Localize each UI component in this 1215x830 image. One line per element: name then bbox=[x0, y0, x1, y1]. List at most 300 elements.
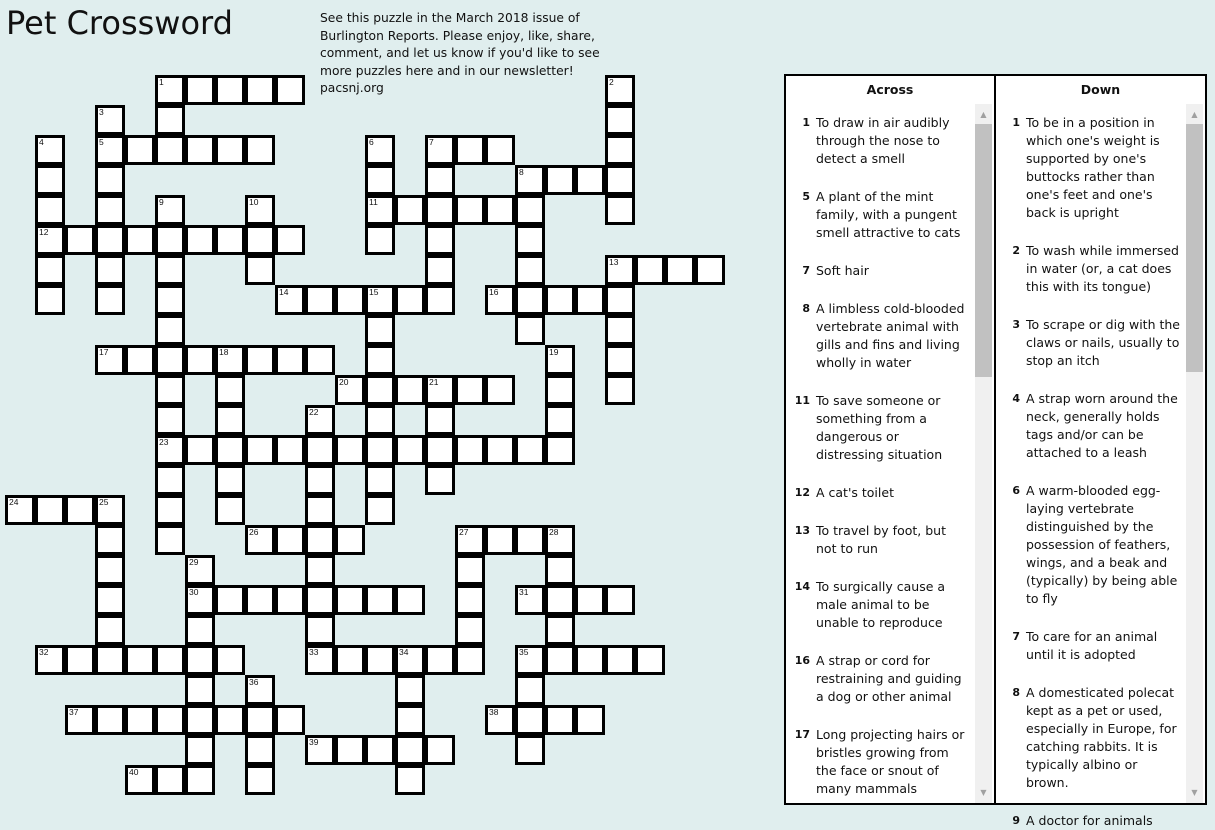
grid-cell[interactable] bbox=[395, 735, 425, 765]
grid-cell[interactable] bbox=[155, 375, 185, 405]
grid-cell[interactable] bbox=[545, 555, 575, 585]
letter-input[interactable] bbox=[188, 768, 212, 792]
letter-input[interactable] bbox=[518, 708, 542, 732]
letter-input[interactable] bbox=[158, 528, 182, 552]
letter-input[interactable] bbox=[248, 588, 272, 612]
grid-cell[interactable] bbox=[95, 255, 125, 285]
letter-input[interactable] bbox=[518, 258, 542, 282]
grid-cell[interactable] bbox=[35, 255, 65, 285]
grid-cell[interactable] bbox=[215, 375, 245, 405]
letter-input[interactable] bbox=[188, 678, 212, 702]
grid-cell[interactable] bbox=[35, 495, 65, 525]
letter-input[interactable] bbox=[488, 438, 512, 462]
letter-input[interactable] bbox=[398, 678, 422, 702]
letter-input[interactable] bbox=[248, 528, 272, 552]
grid-cell[interactable] bbox=[605, 165, 635, 195]
grid-cell[interactable] bbox=[365, 375, 395, 405]
letter-input[interactable] bbox=[218, 348, 242, 372]
clue-down-4[interactable] bbox=[996, 390, 1185, 462]
letter-input[interactable] bbox=[98, 588, 122, 612]
grid-cell[interactable] bbox=[245, 735, 275, 765]
letter-input[interactable] bbox=[188, 738, 212, 762]
letter-input[interactable] bbox=[98, 498, 122, 522]
letter-input[interactable] bbox=[398, 648, 422, 672]
letter-input[interactable] bbox=[458, 138, 482, 162]
grid-cell[interactable] bbox=[215, 75, 245, 105]
letter-input[interactable] bbox=[368, 168, 392, 192]
letter-input[interactable] bbox=[368, 408, 392, 432]
clue-down-2[interactable] bbox=[996, 242, 1185, 296]
grid-cell[interactable] bbox=[365, 195, 395, 225]
grid-cell[interactable] bbox=[365, 225, 395, 255]
letter-input[interactable] bbox=[428, 648, 452, 672]
letter-input[interactable] bbox=[548, 288, 572, 312]
letter-input[interactable] bbox=[98, 528, 122, 552]
grid-cell[interactable] bbox=[395, 645, 425, 675]
grid-cell[interactable] bbox=[95, 585, 125, 615]
grid-cell[interactable] bbox=[185, 705, 215, 735]
letter-input[interactable] bbox=[38, 228, 62, 252]
letter-input[interactable] bbox=[608, 318, 632, 342]
grid-cell[interactable] bbox=[365, 435, 395, 465]
letter-input[interactable] bbox=[368, 348, 392, 372]
across-scrollbar[interactable] bbox=[975, 104, 992, 803]
clue-down-9[interactable] bbox=[996, 812, 1185, 830]
letter-input[interactable] bbox=[428, 198, 452, 222]
letter-input[interactable] bbox=[218, 468, 242, 492]
letter-input[interactable] bbox=[188, 708, 212, 732]
letter-input[interactable] bbox=[188, 228, 212, 252]
grid-cell[interactable] bbox=[365, 645, 395, 675]
letter-input[interactable] bbox=[158, 378, 182, 402]
grid-cell[interactable] bbox=[395, 705, 425, 735]
grid-cell[interactable] bbox=[395, 195, 425, 225]
scroll-thumb[interactable] bbox=[975, 124, 992, 377]
grid-cell[interactable] bbox=[485, 195, 515, 225]
letter-input[interactable] bbox=[608, 168, 632, 192]
grid-cell[interactable] bbox=[425, 465, 455, 495]
clue-across-16[interactable] bbox=[786, 652, 974, 706]
letter-input[interactable] bbox=[188, 348, 212, 372]
grid-cell[interactable] bbox=[515, 645, 545, 675]
letter-input[interactable] bbox=[368, 318, 392, 342]
letter-input[interactable] bbox=[338, 378, 362, 402]
grid-cell[interactable] bbox=[215, 645, 245, 675]
grid-cell[interactable] bbox=[155, 255, 185, 285]
letter-input[interactable] bbox=[38, 198, 62, 222]
letter-input[interactable] bbox=[218, 78, 242, 102]
grid-cell[interactable] bbox=[275, 75, 305, 105]
letter-input[interactable] bbox=[458, 588, 482, 612]
grid-cell[interactable] bbox=[365, 345, 395, 375]
letter-input[interactable] bbox=[398, 588, 422, 612]
letter-input[interactable] bbox=[578, 288, 602, 312]
grid-cell[interactable] bbox=[545, 165, 575, 195]
letter-input[interactable] bbox=[248, 228, 272, 252]
letter-input[interactable] bbox=[518, 228, 542, 252]
letter-input[interactable] bbox=[188, 138, 212, 162]
grid-cell[interactable] bbox=[245, 675, 275, 705]
letter-input[interactable] bbox=[158, 348, 182, 372]
letter-input[interactable] bbox=[458, 378, 482, 402]
grid-cell[interactable] bbox=[605, 645, 635, 675]
letter-input[interactable] bbox=[338, 438, 362, 462]
grid-cell[interactable] bbox=[455, 375, 485, 405]
letter-input[interactable] bbox=[98, 348, 122, 372]
letter-input[interactable] bbox=[428, 168, 452, 192]
letter-input[interactable] bbox=[428, 738, 452, 762]
letter-input[interactable] bbox=[638, 258, 662, 282]
grid-cell[interactable] bbox=[545, 615, 575, 645]
grid-cell[interactable] bbox=[335, 435, 365, 465]
grid-cell[interactable] bbox=[5, 495, 35, 525]
grid-cell[interactable] bbox=[155, 285, 185, 315]
grid-cell[interactable] bbox=[305, 495, 335, 525]
letter-input[interactable] bbox=[218, 138, 242, 162]
letter-input[interactable] bbox=[308, 468, 332, 492]
grid-cell[interactable] bbox=[425, 165, 455, 195]
clue-down-1[interactable] bbox=[996, 114, 1185, 222]
grid-cell[interactable] bbox=[515, 255, 545, 285]
letter-input[interactable] bbox=[518, 528, 542, 552]
grid-cell[interactable] bbox=[155, 135, 185, 165]
grid-cell[interactable] bbox=[185, 645, 215, 675]
grid-cell[interactable] bbox=[275, 345, 305, 375]
letter-input[interactable] bbox=[158, 708, 182, 732]
grid-cell[interactable] bbox=[305, 405, 335, 435]
grid-cell[interactable] bbox=[305, 615, 335, 645]
grid-cell[interactable] bbox=[365, 315, 395, 345]
grid-cell[interactable] bbox=[515, 585, 545, 615]
letter-input[interactable] bbox=[608, 108, 632, 132]
letter-input[interactable] bbox=[368, 468, 392, 492]
grid-cell[interactable] bbox=[455, 195, 485, 225]
letter-input[interactable] bbox=[428, 258, 452, 282]
letter-input[interactable] bbox=[548, 528, 572, 552]
grid-cell[interactable] bbox=[35, 195, 65, 225]
clue-across-17[interactable] bbox=[786, 726, 974, 798]
letter-input[interactable] bbox=[248, 738, 272, 762]
grid-cell[interactable] bbox=[455, 525, 485, 555]
grid-cell[interactable] bbox=[215, 495, 245, 525]
grid-cell[interactable] bbox=[545, 525, 575, 555]
letter-input[interactable] bbox=[68, 648, 92, 672]
letter-input[interactable] bbox=[608, 588, 632, 612]
grid-cell[interactable] bbox=[335, 645, 365, 675]
letter-input[interactable] bbox=[398, 288, 422, 312]
letter-input[interactable] bbox=[488, 138, 512, 162]
letter-input[interactable] bbox=[488, 378, 512, 402]
letter-input[interactable] bbox=[98, 228, 122, 252]
letter-input[interactable] bbox=[68, 228, 92, 252]
grid-cell[interactable] bbox=[305, 735, 335, 765]
grid-cell[interactable] bbox=[455, 555, 485, 585]
grid-cell[interactable] bbox=[425, 285, 455, 315]
grid-cell[interactable] bbox=[95, 225, 125, 255]
grid-cell[interactable] bbox=[245, 765, 275, 795]
grid-cell[interactable] bbox=[275, 285, 305, 315]
grid-cell[interactable] bbox=[665, 255, 695, 285]
grid-cell[interactable] bbox=[605, 345, 635, 375]
grid-cell[interactable] bbox=[545, 405, 575, 435]
grid-cell[interactable] bbox=[245, 255, 275, 285]
grid-cell[interactable] bbox=[575, 705, 605, 735]
letter-input[interactable] bbox=[158, 288, 182, 312]
grid-cell[interactable] bbox=[95, 345, 125, 375]
grid-cell[interactable] bbox=[425, 405, 455, 435]
grid-cell[interactable] bbox=[215, 135, 245, 165]
letter-input[interactable] bbox=[578, 168, 602, 192]
letter-input[interactable] bbox=[158, 108, 182, 132]
grid-cell[interactable] bbox=[365, 735, 395, 765]
letter-input[interactable] bbox=[368, 498, 392, 522]
grid-cell[interactable] bbox=[95, 135, 125, 165]
grid-cell[interactable] bbox=[635, 255, 665, 285]
grid-cell[interactable] bbox=[185, 765, 215, 795]
grid-cell[interactable] bbox=[155, 225, 185, 255]
letter-input[interactable] bbox=[278, 228, 302, 252]
letter-input[interactable] bbox=[248, 438, 272, 462]
grid-cell[interactable] bbox=[515, 435, 545, 465]
scroll-thumb[interactable] bbox=[1186, 124, 1203, 372]
grid-cell[interactable] bbox=[605, 255, 635, 285]
letter-input[interactable] bbox=[458, 558, 482, 582]
grid-cell[interactable] bbox=[155, 405, 185, 435]
letter-input[interactable] bbox=[428, 408, 452, 432]
letter-input[interactable] bbox=[218, 438, 242, 462]
letter-input[interactable] bbox=[488, 708, 512, 732]
letter-input[interactable] bbox=[548, 348, 572, 372]
letter-input[interactable] bbox=[218, 588, 242, 612]
grid-cell[interactable] bbox=[245, 195, 275, 225]
letter-input[interactable] bbox=[458, 438, 482, 462]
grid-cell[interactable] bbox=[245, 525, 275, 555]
grid-cell[interactable] bbox=[425, 225, 455, 255]
letter-input[interactable] bbox=[38, 498, 62, 522]
letter-input[interactable] bbox=[278, 348, 302, 372]
letter-input[interactable] bbox=[248, 258, 272, 282]
letter-input[interactable] bbox=[398, 768, 422, 792]
grid-cell[interactable] bbox=[185, 345, 215, 375]
letter-input[interactable] bbox=[488, 288, 512, 312]
grid-cell[interactable] bbox=[575, 165, 605, 195]
grid-cell[interactable] bbox=[95, 195, 125, 225]
grid-cell[interactable] bbox=[185, 615, 215, 645]
letter-input[interactable] bbox=[128, 138, 152, 162]
letter-input[interactable] bbox=[368, 198, 392, 222]
letter-input[interactable] bbox=[308, 558, 332, 582]
letter-input[interactable] bbox=[188, 618, 212, 642]
grid-cell[interactable] bbox=[215, 225, 245, 255]
grid-cell[interactable] bbox=[545, 345, 575, 375]
letter-input[interactable] bbox=[548, 378, 572, 402]
grid-cell[interactable] bbox=[245, 225, 275, 255]
letter-input[interactable] bbox=[308, 408, 332, 432]
letter-input[interactable] bbox=[398, 198, 422, 222]
letter-input[interactable] bbox=[68, 498, 92, 522]
letter-input[interactable] bbox=[548, 168, 572, 192]
grid-cell[interactable] bbox=[485, 525, 515, 555]
letter-input[interactable] bbox=[488, 198, 512, 222]
grid-cell[interactable] bbox=[515, 285, 545, 315]
grid-cell[interactable] bbox=[95, 105, 125, 135]
grid-cell[interactable] bbox=[425, 135, 455, 165]
grid-cell[interactable] bbox=[545, 285, 575, 315]
letter-input[interactable] bbox=[188, 78, 212, 102]
grid-cell[interactable] bbox=[305, 555, 335, 585]
letter-input[interactable] bbox=[158, 648, 182, 672]
letter-input[interactable] bbox=[218, 708, 242, 732]
grid-cell[interactable] bbox=[425, 645, 455, 675]
letter-input[interactable] bbox=[158, 408, 182, 432]
letter-input[interactable] bbox=[458, 648, 482, 672]
letter-input[interactable] bbox=[278, 438, 302, 462]
grid-cell[interactable] bbox=[125, 705, 155, 735]
grid-cell[interactable] bbox=[65, 705, 95, 735]
grid-cell[interactable] bbox=[515, 525, 545, 555]
grid-cell[interactable] bbox=[455, 585, 485, 615]
grid-cell[interactable] bbox=[95, 495, 125, 525]
grid-cell[interactable] bbox=[305, 345, 335, 375]
clue-across-14[interactable] bbox=[786, 578, 974, 632]
letter-input[interactable] bbox=[608, 198, 632, 222]
grid-cell[interactable] bbox=[335, 525, 365, 555]
letter-input[interactable] bbox=[218, 648, 242, 672]
letter-input[interactable] bbox=[308, 588, 332, 612]
letter-input[interactable] bbox=[278, 588, 302, 612]
grid-cell[interactable] bbox=[185, 735, 215, 765]
letter-input[interactable] bbox=[518, 588, 542, 612]
letter-input[interactable] bbox=[98, 138, 122, 162]
letter-input[interactable] bbox=[518, 318, 542, 342]
grid-cell[interactable] bbox=[515, 165, 545, 195]
grid-cell[interactable] bbox=[245, 705, 275, 735]
letter-input[interactable] bbox=[368, 378, 392, 402]
letter-input[interactable] bbox=[278, 78, 302, 102]
letter-input[interactable] bbox=[38, 288, 62, 312]
grid-cell[interactable] bbox=[395, 285, 425, 315]
letter-input[interactable] bbox=[458, 198, 482, 222]
letter-input[interactable] bbox=[578, 708, 602, 732]
grid-cell[interactable] bbox=[335, 285, 365, 315]
grid-cell[interactable] bbox=[245, 75, 275, 105]
grid-cell[interactable] bbox=[605, 135, 635, 165]
letter-input[interactable] bbox=[278, 528, 302, 552]
letter-input[interactable] bbox=[428, 438, 452, 462]
letter-input[interactable] bbox=[68, 708, 92, 732]
grid-cell[interactable] bbox=[155, 645, 185, 675]
grid-cell[interactable] bbox=[485, 135, 515, 165]
letter-input[interactable] bbox=[218, 498, 242, 522]
grid-cell[interactable] bbox=[155, 315, 185, 345]
grid-cell[interactable] bbox=[245, 435, 275, 465]
letter-input[interactable] bbox=[548, 648, 572, 672]
clue-across-12[interactable] bbox=[786, 484, 974, 502]
grid-cell[interactable] bbox=[605, 195, 635, 225]
letter-input[interactable] bbox=[308, 348, 332, 372]
letter-input[interactable] bbox=[518, 648, 542, 672]
letter-input[interactable] bbox=[338, 288, 362, 312]
letter-input[interactable] bbox=[38, 168, 62, 192]
letter-input[interactable] bbox=[248, 138, 272, 162]
grid-cell[interactable] bbox=[215, 705, 245, 735]
grid-cell[interactable] bbox=[245, 345, 275, 375]
grid-cell[interactable] bbox=[35, 135, 65, 165]
grid-cell[interactable] bbox=[395, 765, 425, 795]
letter-input[interactable] bbox=[548, 558, 572, 582]
grid-cell[interactable] bbox=[425, 255, 455, 285]
down-scrollbar[interactable] bbox=[1186, 104, 1203, 803]
letter-input[interactable] bbox=[128, 768, 152, 792]
letter-input[interactable] bbox=[578, 588, 602, 612]
grid-cell[interactable] bbox=[155, 765, 185, 795]
letter-input[interactable] bbox=[158, 228, 182, 252]
grid-cell[interactable] bbox=[605, 315, 635, 345]
letter-input[interactable] bbox=[398, 378, 422, 402]
grid-cell[interactable] bbox=[95, 165, 125, 195]
letter-input[interactable] bbox=[698, 258, 722, 282]
letter-input[interactable] bbox=[608, 138, 632, 162]
grid-cell[interactable] bbox=[515, 225, 545, 255]
letter-input[interactable] bbox=[218, 408, 242, 432]
clue-down-3[interactable] bbox=[996, 316, 1185, 370]
scroll-up-arrow-icon[interactable]: ▲ bbox=[1191, 110, 1198, 119]
grid-cell[interactable] bbox=[125, 765, 155, 795]
grid-cell[interactable] bbox=[155, 465, 185, 495]
grid-cell[interactable] bbox=[305, 585, 335, 615]
grid-cell[interactable] bbox=[485, 285, 515, 315]
grid-cell[interactable] bbox=[515, 195, 545, 225]
letter-input[interactable] bbox=[128, 228, 152, 252]
letter-input[interactable] bbox=[638, 648, 662, 672]
grid-cell[interactable] bbox=[185, 225, 215, 255]
grid-cell[interactable] bbox=[575, 585, 605, 615]
grid-cell[interactable] bbox=[485, 705, 515, 735]
grid-cell[interactable] bbox=[305, 435, 335, 465]
letter-input[interactable] bbox=[8, 498, 32, 522]
grid-cell[interactable] bbox=[365, 585, 395, 615]
letter-input[interactable] bbox=[158, 318, 182, 342]
grid-cell[interactable] bbox=[125, 135, 155, 165]
grid-cell[interactable] bbox=[275, 705, 305, 735]
grid-cell[interactable] bbox=[35, 645, 65, 675]
grid-cell[interactable] bbox=[215, 465, 245, 495]
grid-cell[interactable] bbox=[125, 225, 155, 255]
clue-down-7[interactable] bbox=[996, 628, 1185, 664]
clue-across-1[interactable] bbox=[786, 114, 974, 168]
grid-cell[interactable] bbox=[155, 495, 185, 525]
clue-down-6[interactable] bbox=[996, 482, 1185, 608]
letter-input[interactable] bbox=[158, 438, 182, 462]
letter-input[interactable] bbox=[308, 618, 332, 642]
grid-cell[interactable] bbox=[575, 645, 605, 675]
letter-input[interactable] bbox=[38, 258, 62, 282]
letter-input[interactable] bbox=[308, 438, 332, 462]
grid-cell[interactable] bbox=[95, 645, 125, 675]
letter-input[interactable] bbox=[518, 438, 542, 462]
grid-cell[interactable] bbox=[215, 405, 245, 435]
grid-cell[interactable] bbox=[35, 165, 65, 195]
letter-input[interactable] bbox=[308, 498, 332, 522]
grid-cell[interactable] bbox=[245, 585, 275, 615]
grid-cell[interactable] bbox=[455, 645, 485, 675]
letter-input[interactable] bbox=[308, 288, 332, 312]
grid-cell[interactable] bbox=[485, 375, 515, 405]
grid-cell[interactable] bbox=[545, 705, 575, 735]
grid-cell[interactable] bbox=[485, 435, 515, 465]
grid-cell[interactable] bbox=[95, 555, 125, 585]
letter-input[interactable] bbox=[98, 198, 122, 222]
